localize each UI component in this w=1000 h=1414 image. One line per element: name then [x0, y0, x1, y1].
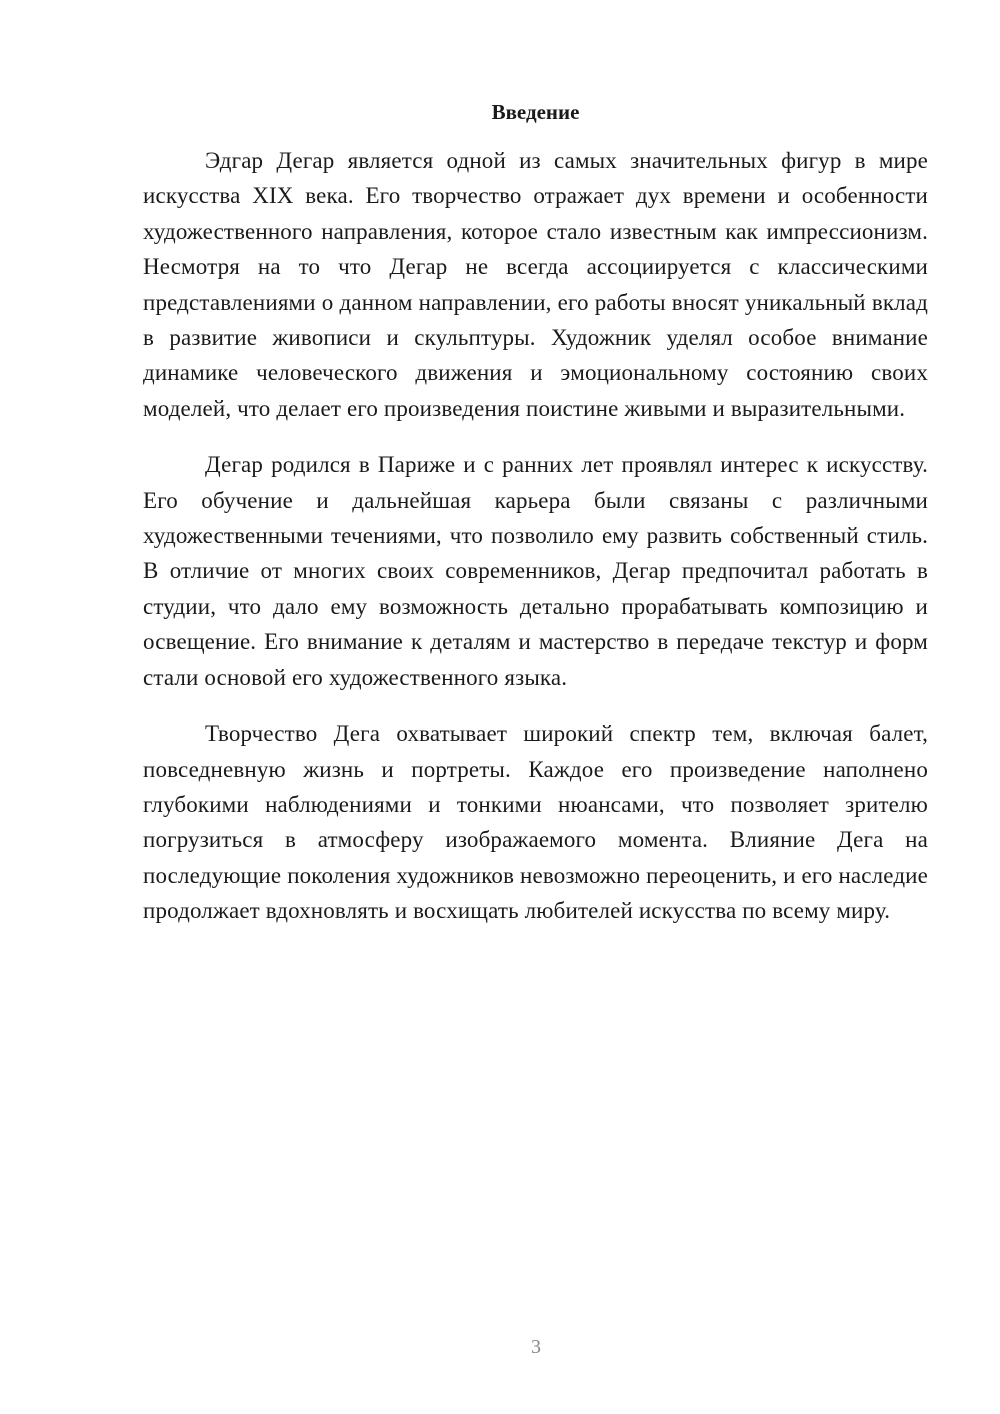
body-text: [143, 143, 928, 950]
paragraph-2: Дегар родился в Париже и с ранних лет проявлял интерес к искусству. Его обучение и дальнейшая карьера были связаны с различными художественными течениями, что позволило ему развить собственный стиль. В отличие от многих своих современников, Дегар предпочитал работать в студии, что дало ему возможность детально прорабатывать композицию и освещение. Его внимание к деталям и мастерство в передаче текстур и форм стали основой его художественного языка.: [143, 452, 928, 690]
paragraph-1: Эдгар Дегар является одной из самых значительных фигур в мире искусства XIX века. Его творчество отражает дух времени и особенности художественного направления, которое стало известным как импрессионизм. Несмотря на то что Дегар не всегда ассоциируется с классическими представлениями о данном направлении, его работы вносят уникальный вклад в развитие живописи и скульптуры. Художник уделял особое внимание динамике человеческого движения и эмоциональному состоянию своих моделей, что делает его произведения поистине живыми и выразительными.: [143, 148, 928, 421]
page-number: 3: [531, 1336, 541, 1358]
section-heading: Введение: [491, 100, 580, 124]
paragraph-3: Творчество Дега охватывает широкий спектр тем, включая балет, повседневную жизнь и портреты. Каждое его произведение наполнено глубокими наблюдениями и тонкими нюансами, что позволяет зрителю погрузиться в атмосферу изображаемого момента. Влияние Дега на последующие поколения художников невозможно переоценить, и его наследие продолжает вдохновлять и восхищать любителей искусства по всему миру.: [143, 721, 928, 924]
